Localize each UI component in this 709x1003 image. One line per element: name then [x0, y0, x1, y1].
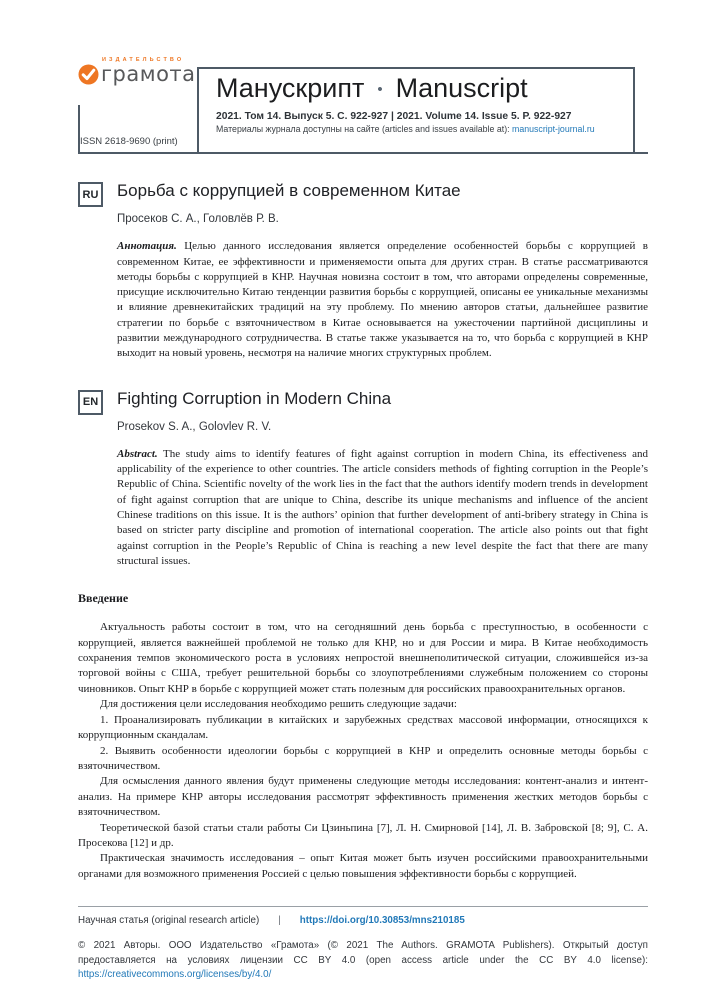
page-footer	[78, 906, 648, 983]
intro-paragraph: Для достижения цели исследования необходимо решить следующие задачи:	[100, 698, 457, 711]
intro-paragraph: 1. Проанализировать публикации в китайских и зарубежных средствах массовой информации, относящихся к коррупционным скандалам.	[78, 713, 648, 742]
introduction-heading: Введение	[78, 591, 129, 606]
doi-link[interactable]: https://doi.org/10.30853/mns210185	[299, 915, 465, 926]
copyright-text	[78, 939, 648, 983]
title-separator-dot: •	[377, 81, 383, 98]
publisher-label: ИЗДАТЕЛЬСТВО	[102, 57, 185, 63]
section-english	[78, 388, 648, 570]
abstract-ru	[117, 239, 648, 361]
journal-title-ru: Манускрипт	[216, 73, 365, 103]
article-type-label: Научная статья (original research article)	[78, 915, 260, 926]
journal-title-en: Manuscript	[395, 73, 528, 103]
journal-header	[78, 55, 648, 154]
intro-paragraph: Практическая значимость исследования – опыт Китая может быть изучен российскими правоохранительными органами для возможного применения Россией с целью повышения эффективности борьбы с коррупцией.	[78, 852, 648, 880]
abstract-en-text: The study aims to identify features of fight against corruption in modern China, its effectiveness and applicability of the experience to other countries. The article considers methods of fighting corruption in the People’s Republic of China. Scientific novelty of the work lies in the fact that the authors identify modern trends in development of fight against corruption that are unique to China, describe its unique mechanisms and influence of the ancient Chinese traditions on this issue. It is the authors’ opinion that further development of anti-bribery strategy in China is based on stricter party discipline and promotion of international cooperation. The article also points out that fight against corruption in the People’s Republic of China is reaching a new level despite the fact that there are many structural issues.	[117, 447, 648, 567]
gramota-check-icon	[78, 64, 99, 85]
abstract-ru-text: Целью данного исследования является определение особенностей борьбы с коррупцией в современном Китае, ее эффективности и применяемости опыта для других стран. В статье рассматриваются методы борьбы с коррупцией в КНР. Научная новизна состоит в том, что авторами определены современные, присущие исключительно Китаю тенденции развития борьбы с коррупцией, описаны ее уникальные механизмы и влияние древнекитайских традиций на эту проблему. По мнению авторов статьи, дальнейшее развитие стратегии по борьбе с взяточничеством в Китае основывается на ужесточении партийной дисциплины и развитии международного сотрудничества. В статье также указывается на то, что борьба с коррупцией в КНР выходит на новый уровень, несмотря на наличие многих структурных проблем.	[117, 240, 648, 360]
journal-title-box	[197, 67, 635, 152]
abstract-en-label: Abstract.	[117, 447, 158, 460]
footer-divider	[78, 906, 648, 907]
authors-ru: Просеков С. А., Головлёв Р. В.	[117, 213, 279, 226]
section-russian	[78, 180, 648, 362]
separator-pipe: |	[278, 915, 281, 926]
article-page	[78, 55, 648, 882]
authors-en: Prosekov S. A., Golovlev R. V.	[117, 420, 272, 433]
logo-brand-text: грамота	[101, 62, 196, 86]
license-link[interactable]: https://creativecommons.org/licenses/by/4.0/	[78, 969, 272, 980]
lang-badge-en: EN	[78, 390, 103, 415]
section-introduction	[78, 591, 648, 882]
lang-badge-ru: RU	[78, 182, 103, 207]
issn-label: ISSN 2618-9690 (print)	[80, 136, 178, 147]
availability-line	[216, 124, 633, 134]
journal-title	[216, 74, 633, 104]
article-title-en: Fighting Corruption in Modern China	[117, 388, 392, 408]
intro-paragraph: 2. Выявить особенности идеологии борьбы с коррупцией в КНР и определить основные методы борьбы с взяточничеством.	[78, 744, 648, 772]
issue-info: 2021. Том 14. Выпуск 5. С. 922-927 | 2021. Volume 14. Issue 5. P. 922-927	[216, 110, 572, 122]
abstract-ru-label: Аннотация.	[117, 240, 177, 253]
journal-site-link[interactable]: manuscript-journal.ru	[512, 123, 595, 134]
intro-paragraph: Для осмысления данного явления будут применены следующие методы исследования: контент-анализ и интент-анализ. На примере КНР авторы исследования рассмотрят эффективность применения жестких методов борьбы с взяточничеством.	[78, 775, 648, 819]
intro-paragraph: Теоретической базой статьи стали работы Си Цзиньпина [7], Л. Н. Смирновой [14], Л. В. Забровской [8; 9], С. А. Просекова [12] и др.	[78, 821, 648, 849]
abstract-en	[117, 447, 648, 569]
article-title-ru: Борьба с коррупцией в современном Китае	[117, 181, 461, 200]
copyright-statement: © 2021 Авторы. ООО Издательство «Грамота» (© 2021 The Authors. GRAMOTA Publishers). Открытый доступ предоставляется на условиях лицензии CC BY 4.0 (open access article under the CC BY 4.0 license):	[78, 940, 648, 966]
article-meta-line	[78, 915, 648, 926]
publisher-logo	[78, 57, 196, 86]
intro-paragraph: Актуальность работы состоит в том, что на сегодняшний день борьба с преступностью, в особенности с коррупцией, является важнейшей проблемой не только для КНР, но и для России и мира. В Китае необходимость сохранения темпов экономического роста в условиях непростой внешнеполитической ситуации, сложившейся из-за торговой войны с США, требует решительной борьбы со злоупотреблениями служебным положением со стороны чиновников. Опыт КНР в борьбе с коррупцией может стать полезным для российских правоохранительных органов.	[78, 621, 648, 695]
availability-text: Материалы журнала доступны на сайте (articles and issues available at):	[216, 123, 513, 134]
